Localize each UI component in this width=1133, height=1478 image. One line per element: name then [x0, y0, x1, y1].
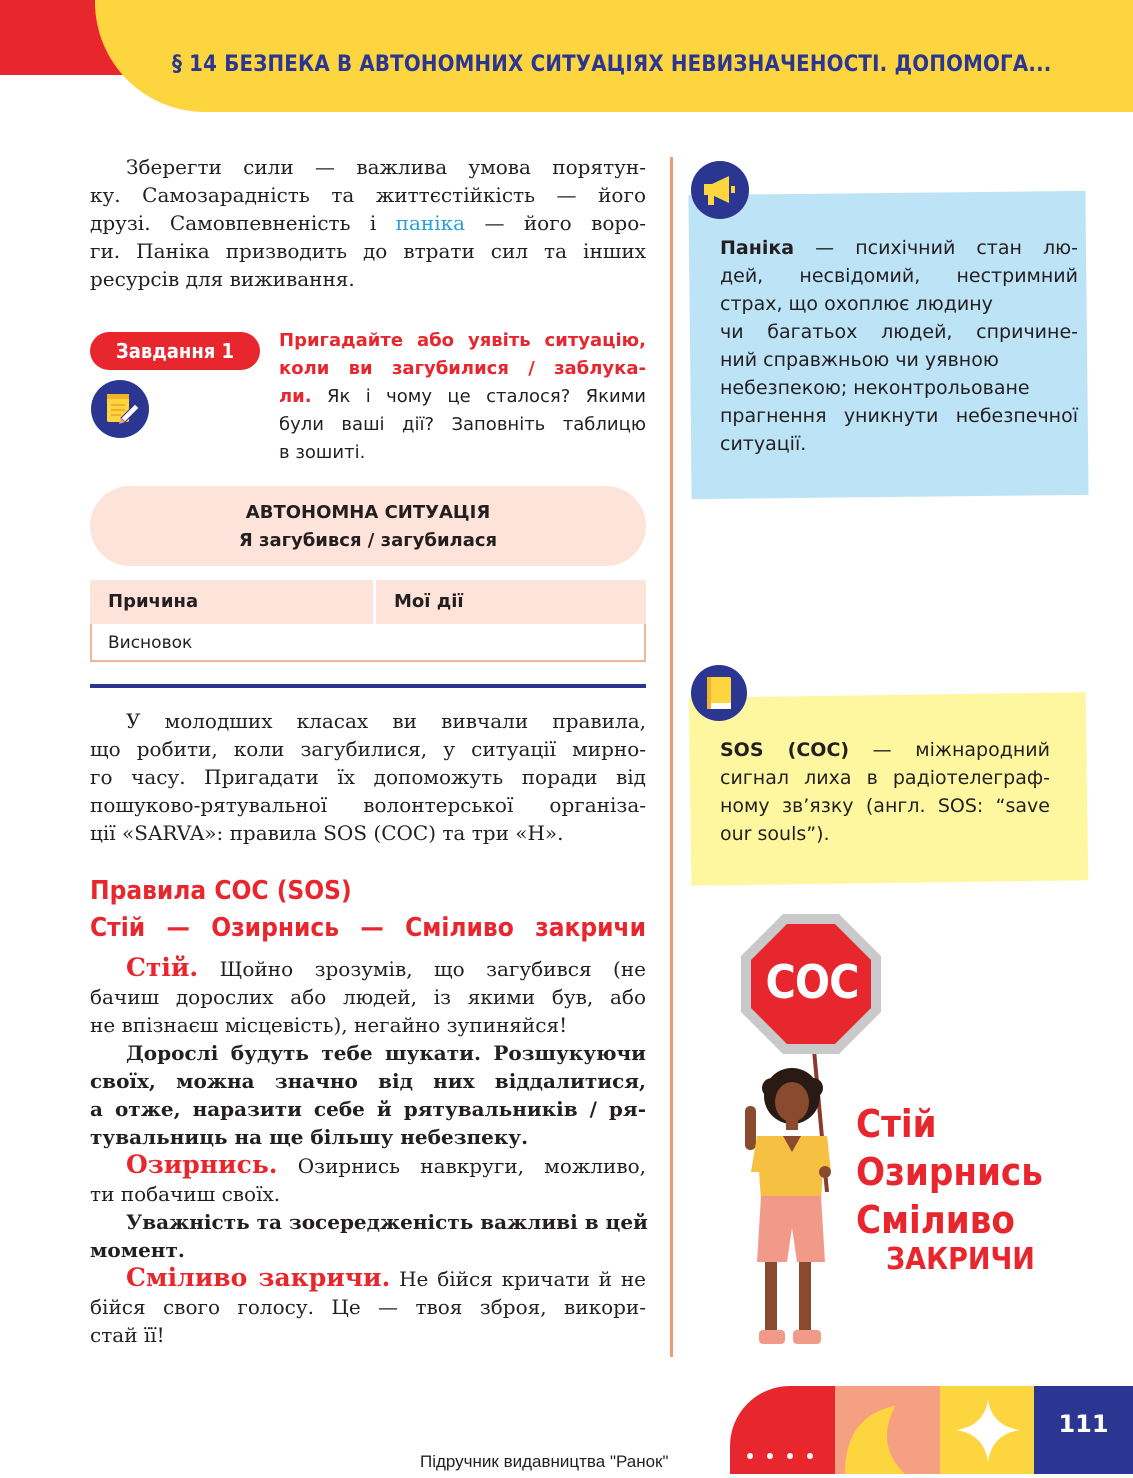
slogan-brave: Сміливо	[856, 1198, 1015, 1242]
megaphone-icon	[691, 161, 749, 219]
rule-shout-lead: Сміливо закричи.	[126, 1263, 391, 1292]
panic-term: Паніка	[720, 237, 795, 259]
table-col-actions: Мої дії	[394, 591, 464, 612]
intro-line: Зберегти сили — важлива умова порятун-	[126, 155, 646, 179]
panic-definition-text: Паніка — психічний стан лю- дей, несвідомий, нестримний страх, що охоплює людину чи багатьох людей, спричине- ний справжньою чи уявною небезпекою; неконтрольоване прагнення уникнути небезпечної ситуації.	[720, 237, 1078, 455]
notebook-pencil-icon	[91, 380, 149, 438]
footer-yellow-block	[940, 1386, 1036, 1474]
slogan-look: Озирнись	[856, 1150, 1043, 1194]
intro-line: ку. Самозарадність та життєстійкість — його	[90, 183, 646, 207]
table-header	[90, 580, 646, 624]
sos-definition-text: SOS (СОС) — міжнародний сигнал лиха в радіотелеграф- ному зв’язку (англ. SOS: “save our souls”).	[720, 739, 1050, 845]
rule-look-lead: Озирнись.	[126, 1150, 278, 1179]
task-text: Пригадайте або уявіть ситуацію, коли ви загубилися / заблука- ли. Як і чому це сталося? Якими були ваші дії? Заповніть таблицю в зошиті.	[279, 330, 646, 463]
task-label: Завдання 1	[90, 332, 260, 370]
intro-paragraph	[90, 153, 646, 293]
panic-term-link[interactable]: паніка	[395, 211, 466, 235]
rules-heading: Правила СОС (SOS)	[90, 876, 352, 906]
sarva-paragraph: У молодших класах ви вивчали правила, що робити, коли загубилися, у ситуації мирно- го часу. Пригадати їх допоможуть поради від пошуково-рятувальної волонтерської організа- ції «SARVA»: правила SOS (СОС) та три «Н».	[90, 709, 646, 845]
footer-red-block	[730, 1386, 840, 1474]
sos-term: SOS (СОС)	[720, 739, 850, 761]
book-icon	[691, 665, 747, 721]
intro-line: ресурсів для виживання.	[90, 267, 355, 291]
situation-table	[90, 580, 646, 662]
intro-line: ги. Паніка призводить до втрати сил та інших	[90, 239, 646, 263]
rules-subheading: Стій — Озирнись — Сміливо закричи	[90, 913, 646, 943]
situation-title: АВТОНОМНА СИТУАЦІЯ	[245, 502, 491, 523]
table-col-cause: Причина	[90, 580, 376, 624]
situation-box	[90, 486, 646, 566]
slogan-stop: Стій	[856, 1102, 937, 1146]
page-title: § 14 БЕЗПЕКА В АВТОНОМНИХ СИТУАЦІЯХ НЕВИЗНАЧЕНОСТІ. ДОПОМОГА...	[172, 52, 1052, 77]
section-divider	[90, 684, 646, 688]
footer-salmon-block	[835, 1386, 945, 1474]
rules-body: Стій. Щойно зрозумів, що загубився (не бачиш дорослих або людей, із якими був, або не впізнаєш місцевість), негайно зупиняйся! Дорослі будуть тебе шукати. Розшукуючи своїх, можна значно від них віддалитися, а отже, наразити себе й рятувальників / ря- тувальниць на ще більшу небезпеку. Озирнись. Озирнись навкруги, можливо, ти побачиш своїх. Уважність та зосередженість важливі в цей момент. Сміливо закричи. Не бійся кричати й не бійся свого голосу. Це — твоя зброя, викори- стай її!	[90, 953, 648, 1347]
publisher-credit: Підручник видавництва "Ранок"	[420, 1452, 669, 1471]
intro-line: друзі. Самовпевненість і паніка — його воро-	[90, 211, 646, 235]
situation-subtitle: Я загубився / загубилася	[238, 530, 498, 551]
column-divider	[670, 157, 673, 1357]
stop-sign-text: СОС	[765, 955, 859, 1009]
rule-stop-lead: Стій.	[126, 953, 199, 982]
table-row: Висновок	[90, 624, 646, 662]
slogan-shout: ЗАКРИЧИ	[886, 1242, 1035, 1277]
page-number: 111	[1058, 1410, 1109, 1438]
